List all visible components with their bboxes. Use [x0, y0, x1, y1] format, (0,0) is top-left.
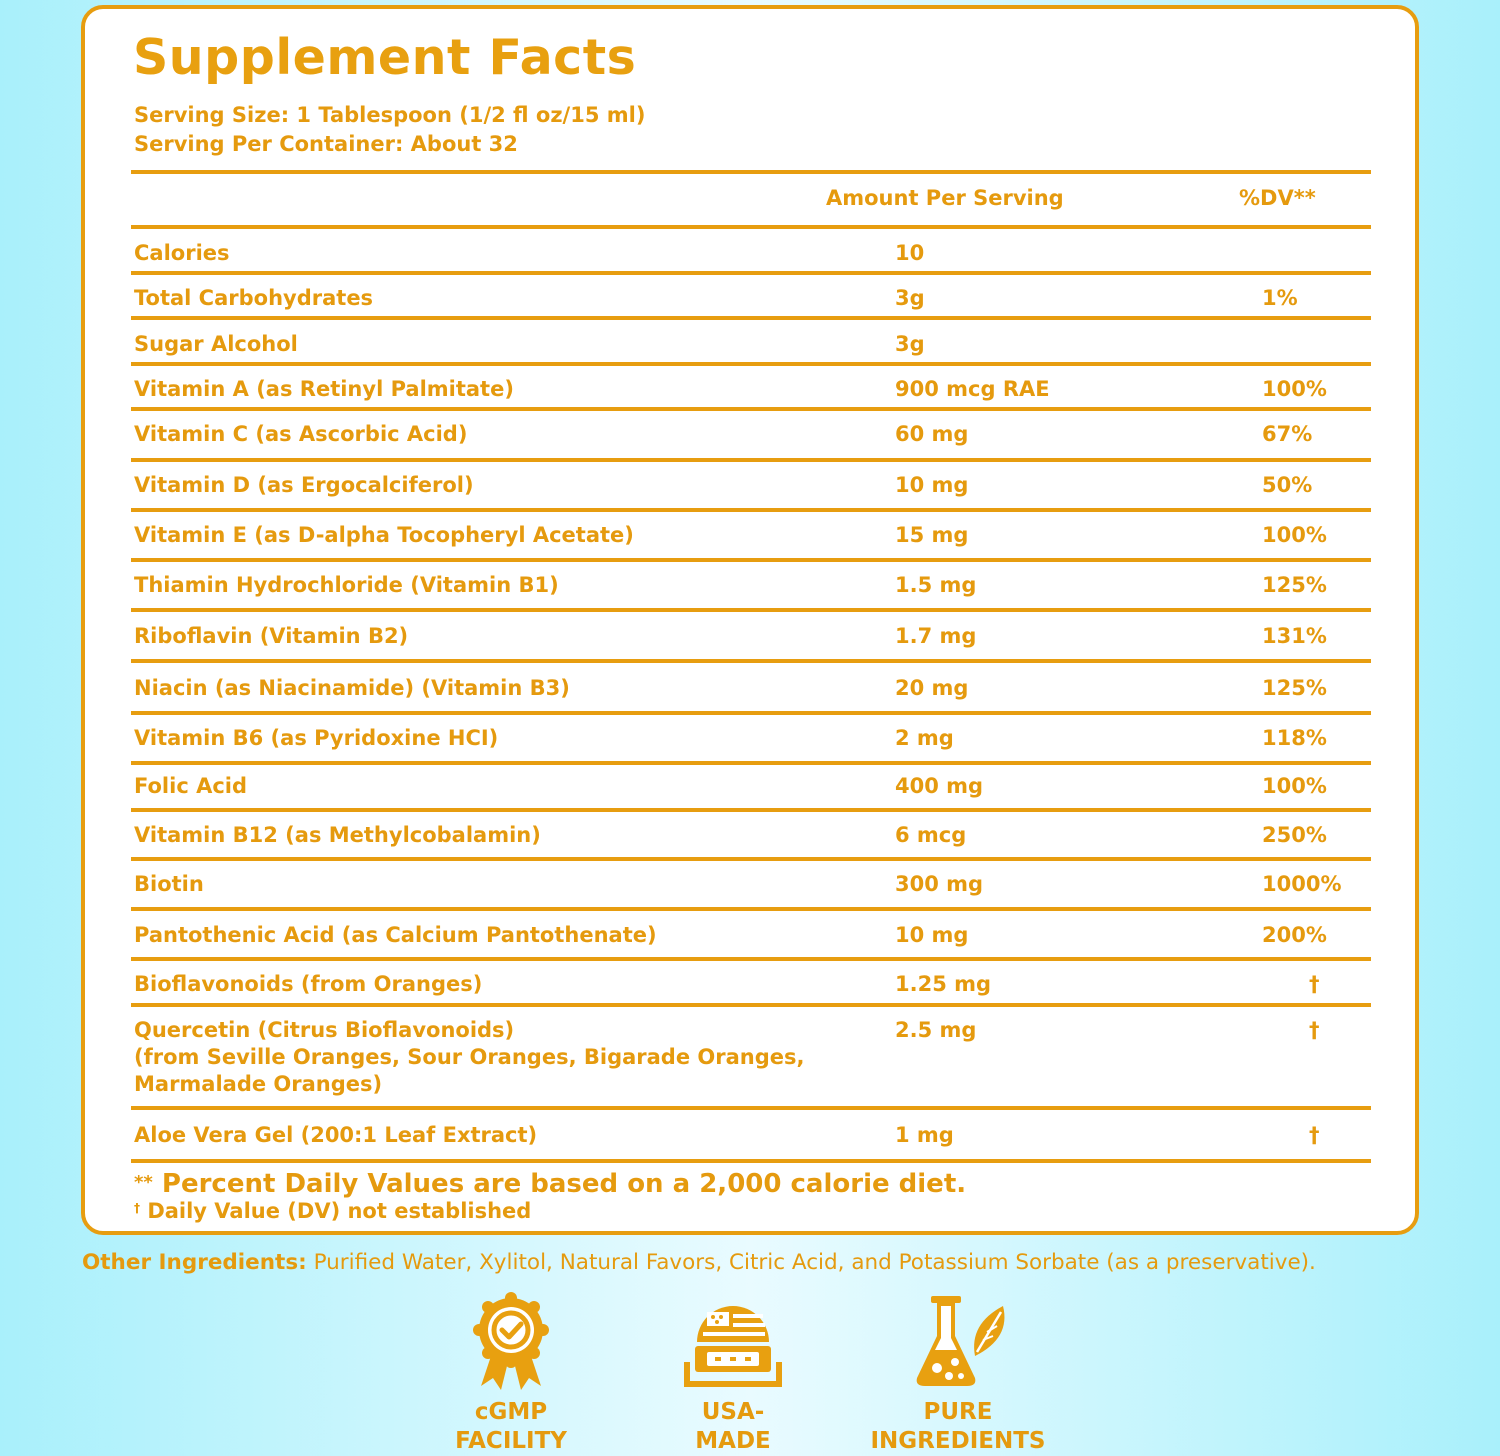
nutrient-name: Vitamin E (as D-alpha Tocopheryl Acetate): [134, 523, 634, 547]
dv-footnote-symbol: **: [134, 1172, 153, 1193]
nutrient-dv: 125%: [1262, 573, 1327, 597]
nutrient-amount: 20 mg: [895, 676, 969, 700]
nutrient-dv: 100%: [1262, 377, 1327, 401]
nutrient-name: Calories: [134, 241, 230, 265]
divider: [131, 608, 1371, 612]
dv-footnote: [134, 1169, 966, 1199]
nutrient-dv: 67%: [1262, 422, 1313, 446]
nutrient-dv: 250%: [1262, 823, 1327, 847]
badge-usa-made: [633, 1292, 833, 1456]
nutrient-amount: 10: [895, 241, 925, 265]
divider: [131, 1106, 1371, 1110]
divider: [131, 711, 1371, 715]
divider: [131, 407, 1371, 411]
nutrient-dv: 1%: [1262, 286, 1298, 310]
nutrient-name: Thiamin Hydrochloride (Vitamin B1): [134, 573, 559, 597]
usa-building-icon: [683, 1292, 783, 1392]
divider: [131, 558, 1371, 562]
badge-label: USA- MADE: [695, 1399, 771, 1454]
serving-size: Serving Size: 1 Tablespoon (1/2 fl oz/15 ml): [134, 103, 646, 127]
nutrient-amount: 2.5 mg: [895, 1018, 977, 1042]
amount-column-header: Amount Per Serving: [826, 186, 1064, 210]
dagger-footnote: [134, 1199, 531, 1223]
nutrient-name: Riboflavin (Vitamin B2): [134, 624, 409, 648]
nutrient-name: Quercetin (Citrus Bioflavonoids) (from Seville Oranges, Sour Oranges, Bigarade Oranges, Marmalade Oranges): [134, 1018, 805, 1096]
divider: [131, 659, 1371, 663]
nutrient-amount: 300 mg: [895, 872, 984, 896]
lab-flask-leaf-icon: [903, 1292, 1013, 1392]
nutrient-name: Vitamin B6 (as Pyridoxine HCI): [134, 726, 499, 750]
nutrient-dv: 1000%: [1262, 872, 1342, 896]
divider: [131, 458, 1371, 462]
nutrient-amount: 10 mg: [895, 473, 969, 497]
nutrient-dv: 100%: [1262, 523, 1327, 547]
nutrient-amount: 1.5 mg: [895, 573, 977, 597]
nutrient-amount: 3g: [895, 332, 925, 356]
nutrient-amount: 1.25 mg: [895, 972, 992, 996]
nutrient-amount: 6 mcg: [895, 823, 967, 847]
certified-seal-icon: [471, 1292, 551, 1392]
nutrient-amount: 1 mg: [895, 1123, 954, 1147]
nutrient-amount: 15 mg: [895, 523, 969, 547]
nutrient-name: Folic Acid: [134, 774, 248, 798]
nutrient-dv: †: [1309, 1123, 1320, 1147]
nutrient-amount: 10 mg: [895, 923, 969, 947]
dagger-footnote-text: Daily Value (DV) not established: [147, 1199, 532, 1223]
nutrient-name: Aloe Vera Gel (200:1 Leaf Extract): [134, 1123, 538, 1147]
divider: [131, 761, 1371, 765]
other-ingredients-text: Purified Water, Xylitol, Natural Favors, Citric Acid, and Potassium Sorbate (as a preservative).: [313, 1250, 1316, 1275]
nutrient-name: Vitamin B12 (as Methylcobalamin): [134, 823, 541, 847]
divider: [131, 857, 1371, 861]
dv-column-header: %DV**: [1239, 186, 1316, 210]
badge-cgmp: [411, 1292, 611, 1456]
divider: [131, 1159, 1371, 1163]
divider: [131, 225, 1371, 229]
nutrient-dv: †: [1309, 972, 1320, 996]
divider: [131, 808, 1371, 812]
page-title: Supplement Facts: [133, 29, 637, 86]
divider: [131, 1003, 1371, 1007]
nutrient-name: Bioflavonoids (from Oranges): [134, 972, 483, 996]
nutrient-dv: 125%: [1262, 676, 1327, 700]
nutrient-name: Sugar Alcohol: [134, 332, 298, 356]
nutrient-name: Vitamin A (as Retinyl Palmitate): [134, 377, 514, 401]
nutrient-dv: 100%: [1262, 774, 1327, 798]
divider: [131, 957, 1371, 961]
nutrient-name: Niacin (as Niacinamide) (Vitamin B3): [134, 676, 570, 700]
nutrient-amount: 60 mg: [895, 422, 969, 446]
badge-pure-ingredients: [858, 1292, 1058, 1456]
nutrient-amount: 400 mg: [895, 774, 984, 798]
nutrient-dv: †: [1309, 1018, 1320, 1042]
divider: [131, 907, 1371, 911]
nutrient-dv: 131%: [1262, 624, 1327, 648]
dagger-footnote-symbol: †: [134, 1201, 140, 1215]
nutrient-name: Total Carbohydrates: [134, 286, 374, 310]
nutrient-name: Vitamin C (as Ascorbic Acid): [134, 422, 468, 446]
servings-per-container: Serving Per Container: About 32: [134, 132, 518, 156]
nutrient-dv: 200%: [1262, 923, 1327, 947]
divider: [131, 271, 1371, 275]
nutrient-amount: 3g: [895, 286, 925, 310]
nutrient-name: Vitamin D (as Ergocalciferol): [134, 473, 474, 497]
other-ingredients: [82, 1250, 1316, 1275]
divider: [131, 170, 1371, 174]
dv-footnote-text: Percent Daily Values are based on a 2,000 calorie diet.: [161, 1169, 967, 1199]
badge-label: cGMP FACILITY: [455, 1399, 567, 1454]
badge-label: PURE INGREDIENTS: [870, 1399, 1046, 1454]
divider: [131, 316, 1371, 320]
nutrient-amount: 900 mcg RAE: [895, 377, 1050, 401]
nutrient-amount: 2 mg: [895, 726, 954, 750]
other-ingredients-label: Other Ingredients:: [82, 1250, 307, 1275]
nutrient-name: Pantothenic Acid (as Calcium Pantothenate): [134, 923, 657, 947]
nutrient-name: Biotin: [134, 872, 204, 896]
nutrient-dv: 118%: [1262, 726, 1327, 750]
nutrient-amount: 1.7 mg: [895, 624, 977, 648]
nutrient-dv: 50%: [1262, 473, 1313, 497]
divider: [131, 362, 1371, 366]
divider: [131, 508, 1371, 512]
supplement-facts-panel: [81, 5, 1419, 1235]
